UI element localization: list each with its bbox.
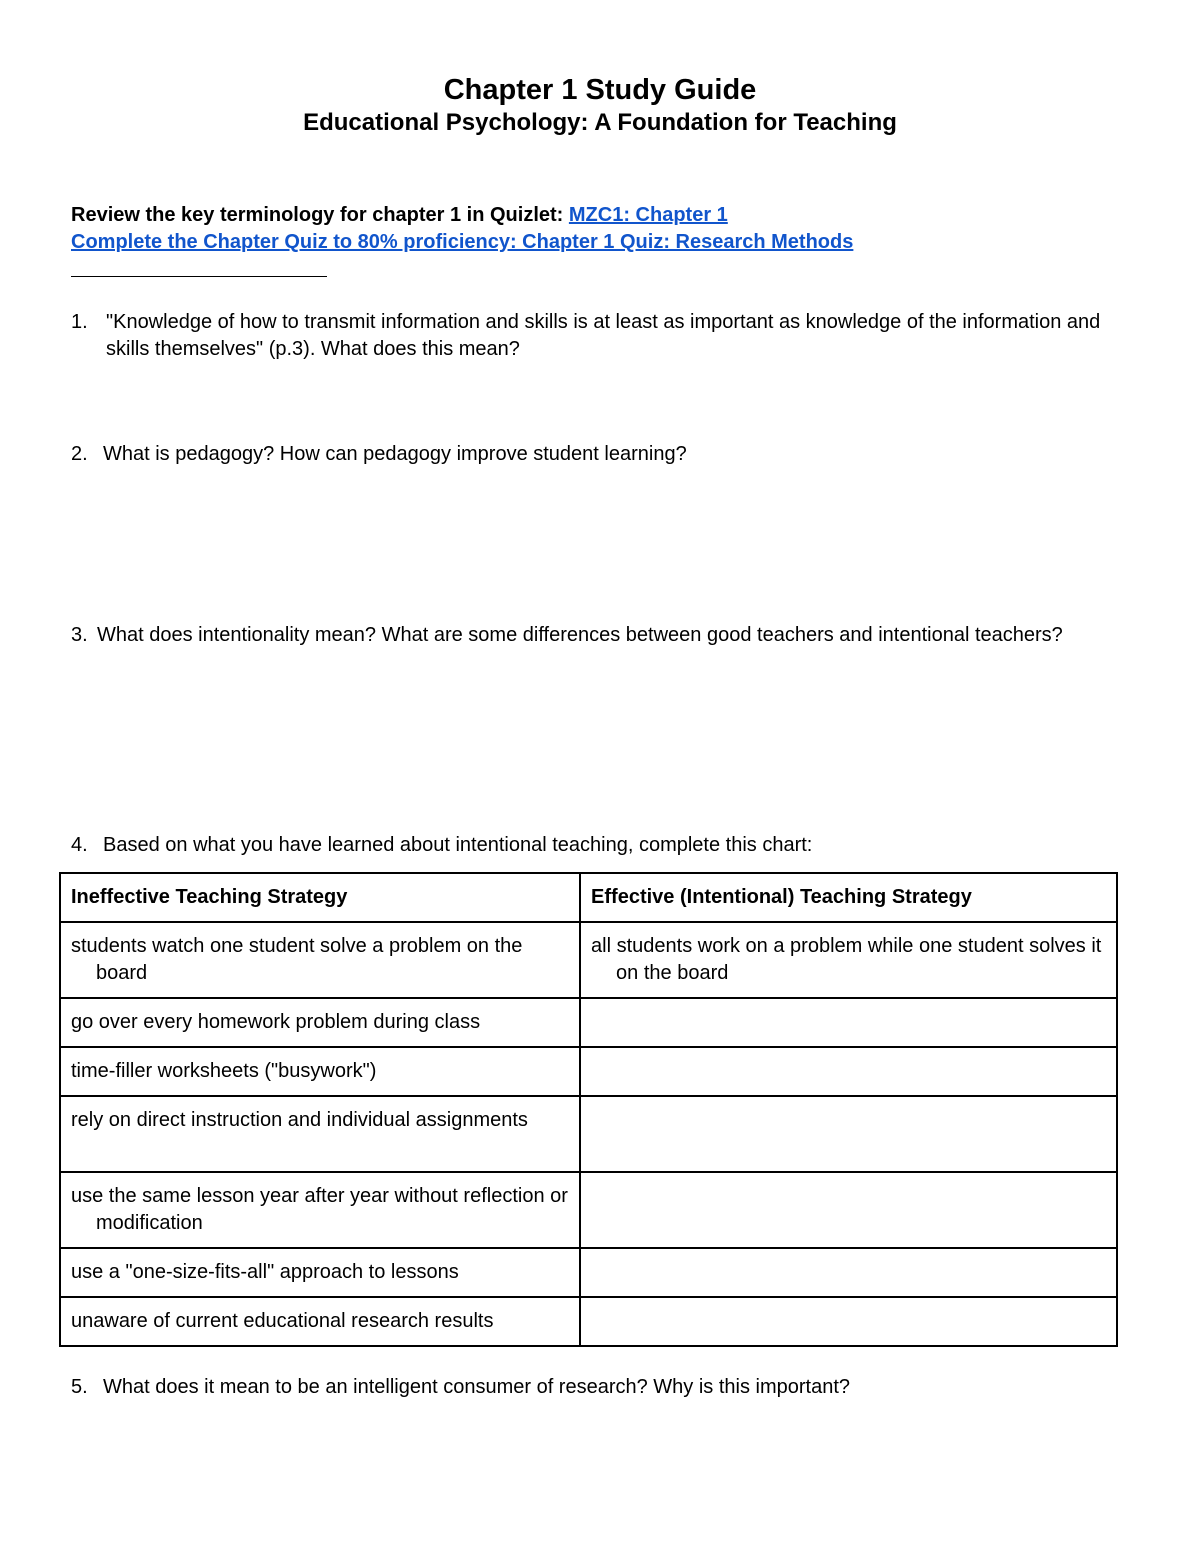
chart-row (60, 1248, 1117, 1297)
chart-row (60, 1172, 1117, 1248)
ineffective-cell: students watch one student solve a problem on the board (60, 922, 580, 998)
chart-row (60, 922, 1117, 998)
chart-row (60, 1096, 1117, 1172)
question-number: 4. (71, 834, 88, 856)
question-text: What does it mean to be an intelligent consumer of research? Why is this important? (103, 1376, 851, 1398)
page-subtitle: Educational Psychology: A Foundation for Teaching (303, 109, 897, 136)
column-header-effective: Effective (Intentional) Teaching Strategy (580, 873, 1117, 922)
effective-cell[interactable] (580, 1172, 1117, 1248)
quizlet-instruction (71, 202, 728, 228)
question-text: What is pedagogy? How can pedagogy improve student learning? (103, 443, 687, 465)
question-text: "Knowledge of how to transmit information and skills is at least as important as knowledge of the information and skills themselves" (p.3). What does this mean? (106, 311, 1101, 360)
chart-header-row (60, 873, 1117, 922)
ineffective-cell: use the same lesson year after year without reflection or modification (60, 1172, 580, 1248)
column-header-ineffective: Ineffective Teaching Strategy (60, 873, 580, 922)
question-number: 3. (71, 624, 88, 646)
page-title: Chapter 1 Study Guide (443, 74, 757, 106)
ineffective-cell: time-filler worksheets ("busywork") (60, 1047, 580, 1096)
effective-cell[interactable] (580, 1096, 1117, 1172)
effective-cell[interactable] (580, 1297, 1117, 1346)
question-5 (71, 1374, 1131, 1401)
ineffective-cell: unaware of current educational research results (60, 1297, 580, 1346)
horizontal-rule (71, 276, 327, 277)
chart-row (60, 1047, 1117, 1096)
question-number: 5. (71, 1376, 88, 1398)
teaching-strategy-chart (59, 872, 1118, 1347)
question-text: What does intentionality mean? What are some differences between good teachers and intentional teachers? (97, 624, 1063, 646)
quizlet-link[interactable]: MZC1: Chapter 1 (568, 204, 728, 226)
effective-cell[interactable] (580, 1047, 1117, 1096)
chapter-quiz-link[interactable]: Complete the Chapter Quiz to 80% proficiency: Chapter 1 Quiz: Research Methods (71, 231, 854, 253)
question-number: 2. (71, 443, 88, 465)
chart-row (60, 1297, 1117, 1346)
chapter-quiz-instruction (71, 229, 853, 255)
effective-cell[interactable] (580, 998, 1117, 1047)
effective-cell[interactable]: all students work on a problem while one student solves it on the board (580, 922, 1117, 998)
question-number: 1. (71, 311, 88, 333)
ineffective-cell: go over every homework problem during class (60, 998, 580, 1047)
question-1 (71, 309, 1131, 363)
effective-cell[interactable] (580, 1248, 1117, 1297)
quizlet-instruction-text: Review the key terminology for chapter 1 in Quizlet: (71, 204, 569, 226)
question-3 (71, 622, 1131, 649)
question-4 (71, 832, 1131, 859)
ineffective-cell: rely on direct instruction and individual assignments (60, 1096, 580, 1172)
question-2 (71, 441, 1131, 468)
ineffective-cell: use a "one-size-fits-all" approach to lessons (60, 1248, 580, 1297)
question-text: Based on what you have learned about intentional teaching, complete this chart: (103, 834, 813, 856)
chart-row (60, 998, 1117, 1047)
